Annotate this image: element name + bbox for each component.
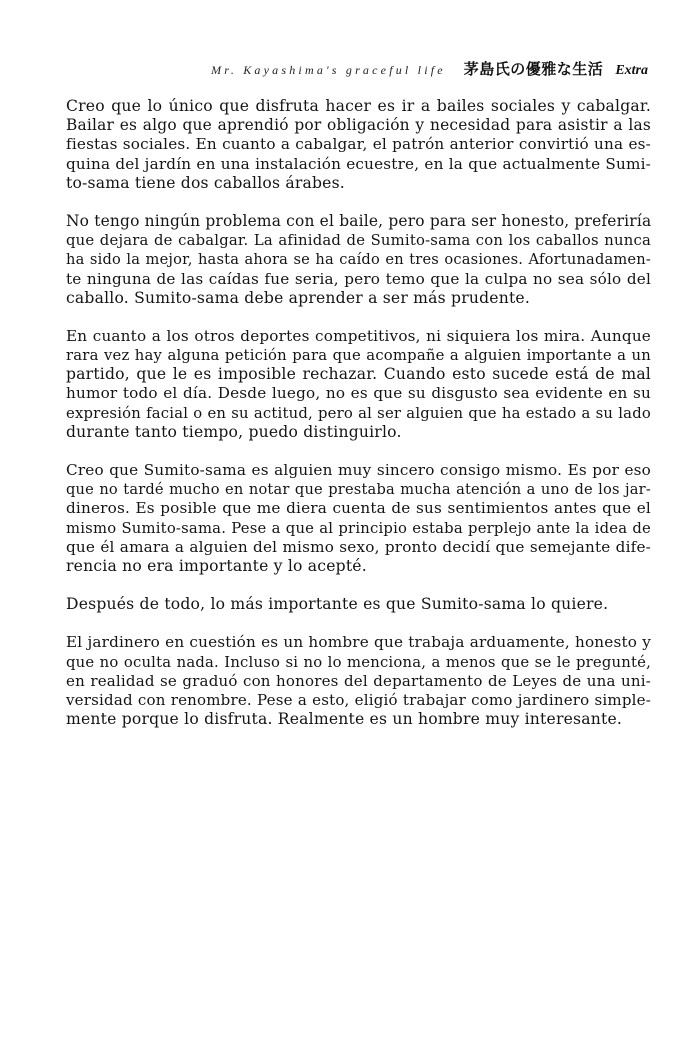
header-title-en: Mr. Kayashima's graceful life <box>211 63 446 77</box>
paragraph <box>66 461 651 576</box>
text-line: Creo que lo único que disfruta hacer es ir a bailes sociales y cabalgar. <box>66 97 651 115</box>
text-line: mismo Sumito-sama. Pese a que al principio estaba perplejo ante la idea de <box>66 519 651 537</box>
text-line: dineros. Es posible que me diera cuenta de sus sentimientos antes que el <box>66 499 651 518</box>
text-line: partido, que le es imposible rechazar. Cuando esto sucede está de mal <box>66 365 651 384</box>
text-line: rara vez hay alguna petición para que acompañe a alguien importante a un <box>66 347 651 365</box>
text-line: ha sido la mejor, hasta ahora se ha caído en tres ocasiones. Afortunadamen- <box>66 251 651 269</box>
text-line: Después de todo, lo más importante es que Sumito-sama lo quiere. <box>66 595 609 614</box>
text-line: fiestas sociales. En cuanto a cabalgar, el patrón anterior convirtió una es- <box>66 135 651 154</box>
page-header <box>211 58 648 82</box>
paragraph <box>66 97 651 193</box>
text-line: humor todo el día. Desde luego, no es que su disgusto sea evidente en su <box>66 384 651 403</box>
text-line: durante tanto tiempo, puedo distinguirlo. <box>66 422 402 441</box>
text-line: que no tardé mucho en notar que prestaba mucha atención a uno de los jar- <box>66 481 651 499</box>
text-line: No tengo ningún problema con el baile, pero para ser honesto, preferiría <box>66 211 652 230</box>
text-line: El jardinero en cuestión es un hombre que trabaja arduamente, honesto y <box>66 633 651 652</box>
text-line: to-sama tiene dos caballos árabes. <box>66 173 345 192</box>
paragraph <box>66 633 651 729</box>
paragraph <box>66 595 651 614</box>
text-line: expresión facial o en su actitud, pero al ser alguien que ha estado a su lado <box>66 404 651 422</box>
page-body <box>66 97 651 748</box>
text-line: Creo que Sumito-sama es alguien muy sincero consigo mismo. Es por eso <box>66 461 651 479</box>
text-line: caballo. Sumito-sama debe aprender a ser más prudente. <box>66 288 531 307</box>
text-line: que dejara de cabalgar. La afinidad de Sumito-sama con los caballos nunca <box>66 232 651 250</box>
text-line: que no oculta nada. Incluso si no lo menciona, a menos que se le pregunté, <box>66 653 651 671</box>
text-line: versidad con renombre. Pese a esto, eligió trabajar como jardinero simple- <box>66 690 651 709</box>
paragraph <box>66 212 651 308</box>
text-line: rencia no era importante y lo acepté. <box>66 556 367 575</box>
text-line: mente porque lo disfruta. Realmente es un hombre muy interesante. <box>66 710 623 729</box>
text-line: en realidad se graduó con honores del departamento de Leyes de una uni- <box>66 671 651 690</box>
text-line: te ninguna de las caídas fue seria, pero temo que la culpa no sea sólo del <box>66 269 651 288</box>
header-extra-label: Extra <box>615 63 648 78</box>
paragraph <box>66 327 651 442</box>
text-line: En cuanto a los otros deportes competitivos, ni siquiera los mira. Aunque <box>66 326 651 345</box>
text-line: Bailar es algo que aprendió por obligación y necesidad para asistir a las <box>66 116 651 135</box>
text-line: que él amara a alguien del mismo sexo, pronto decidí que semejante dife- <box>66 537 651 556</box>
text-line: quina del jardín en una instalación ecuestre, en la que actualmente Sumi- <box>66 154 651 173</box>
header-title-jp: 茅島氏の優雅な生活 <box>463 60 604 78</box>
